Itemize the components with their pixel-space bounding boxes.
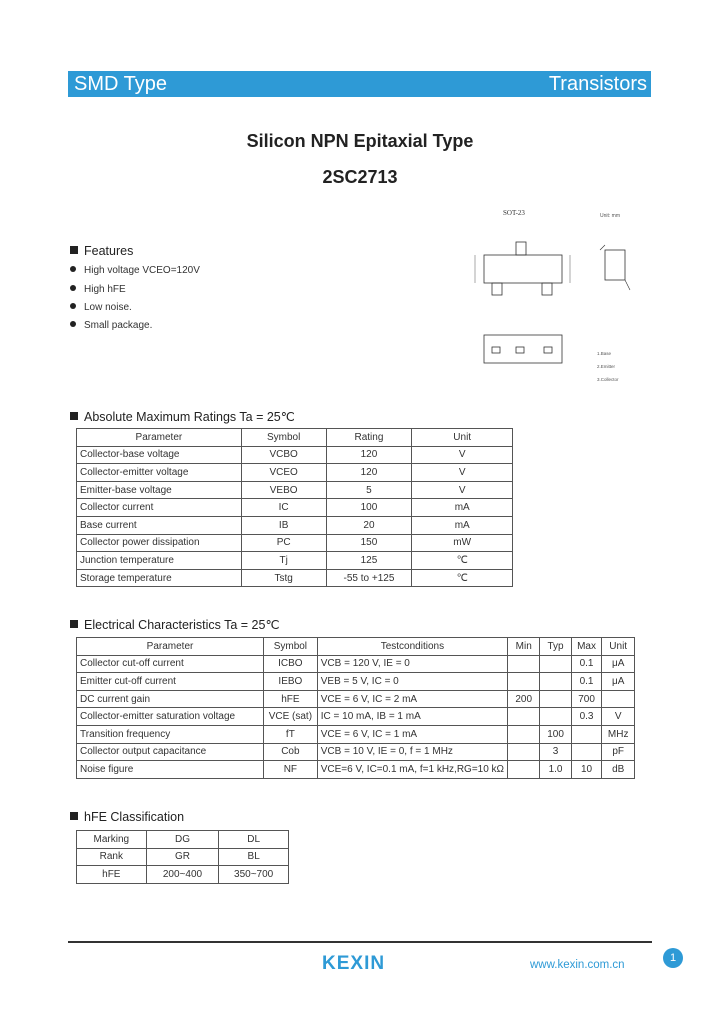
bullet-square-icon [70, 412, 78, 420]
table-row [77, 464, 513, 482]
hfe-heading: hFE Classification [70, 810, 184, 824]
header-left: SMD Type [74, 73, 167, 95]
table-row [77, 446, 513, 464]
elec-cell: IC = 10 mA, IB = 1 mA [317, 708, 507, 726]
electrical-table [76, 637, 635, 779]
abs-cell: PC [241, 534, 326, 552]
abs-cell: Collector power dissipation [77, 534, 242, 552]
elec-header-cell: Typ [540, 638, 571, 656]
table-row [77, 831, 289, 849]
hfe-cell: DG [146, 831, 219, 849]
elec-cell: pF [602, 743, 635, 761]
bullet-square-icon [70, 620, 78, 628]
elec-cell: Collector cut-off current [77, 655, 264, 673]
footer-line [68, 941, 652, 943]
table-row [77, 655, 635, 673]
doc-title: Silicon NPN Epitaxial Type [246, 131, 474, 151]
elec-cell: μA [602, 673, 635, 691]
elec-cell: 700 [571, 690, 602, 708]
abs-cell: 100 [326, 499, 412, 517]
abs-heading: Absolute Maximum Ratings Ta = 25℃ [70, 409, 295, 424]
elec-cell: hFE [264, 690, 318, 708]
elec-cell: NF [264, 761, 318, 779]
elec-header-cell: Min [508, 638, 540, 656]
elec-cell: μA [602, 655, 635, 673]
elec-cell: 1.0 [540, 761, 571, 779]
table-row [77, 481, 513, 499]
elec-cell: V [602, 708, 635, 726]
abs-cell: VCBO [241, 446, 326, 464]
elec-cell: IEBO [264, 673, 318, 691]
abs-cell: ℃ [412, 552, 513, 570]
table-row [77, 708, 635, 726]
abs-cell: Collector current [77, 499, 242, 517]
hfe-cell: 350~700 [219, 866, 289, 884]
abs-header-cell: Rating [326, 429, 412, 447]
elec-cell: 0.1 [571, 673, 602, 691]
elec-cell [508, 725, 540, 743]
bullet-square-icon [70, 246, 78, 254]
abs-cell: 125 [326, 552, 412, 570]
table-header-row [77, 638, 635, 656]
elec-cell: 0.3 [571, 708, 602, 726]
kexin-logo: KEXIN [322, 953, 386, 974]
table-row [77, 534, 513, 552]
hfe-classification-table [76, 830, 289, 884]
package-name: SOT-23 [503, 209, 525, 217]
part-number: 2SC2713 [322, 167, 398, 187]
elec-cell: VCE=6 V, IC=0.1 mA, f=1 kHz,RG=10 kΩ [317, 761, 507, 779]
elec-cell: ICBO [264, 655, 318, 673]
bullet-dot-icon [70, 321, 76, 327]
table-row [77, 761, 635, 779]
hfe-cell: GR [146, 848, 219, 866]
hfe-cell: BL [219, 848, 289, 866]
abs-cell: Tj [241, 552, 326, 570]
abs-cell: ℃ [412, 569, 513, 587]
table-row [77, 673, 635, 691]
abs-cell: 20 [326, 516, 412, 534]
abs-header-cell: Unit [412, 429, 513, 447]
elec-cell [508, 743, 540, 761]
abs-cell: Storage temperature [77, 569, 242, 587]
table-row [77, 866, 289, 884]
abs-cell: mW [412, 534, 513, 552]
pin-label-3: 3.Collector [597, 377, 619, 382]
feature-item: High voltage VCEO=120V [70, 265, 200, 276]
abs-cell: mA [412, 499, 513, 517]
header-right: Transistors [548, 73, 647, 95]
elec-cell: 10 [571, 761, 602, 779]
abs-cell: V [412, 481, 513, 499]
abs-cell: Collector-base voltage [77, 446, 242, 464]
elec-cell: 3 [540, 743, 571, 761]
elec-cell: dB [602, 761, 635, 779]
pin-label-1: 1.Base [597, 351, 612, 356]
hfe-cell: DL [219, 831, 289, 849]
elec-header-cell: Testconditions [317, 638, 507, 656]
table-row [77, 690, 635, 708]
elec-cell [508, 708, 540, 726]
elec-cell: VEB = 5 V, IC = 0 [317, 673, 507, 691]
bullet-dot-icon [70, 303, 76, 309]
elec-cell [540, 708, 571, 726]
abs-cell: -55 to +125 [326, 569, 412, 587]
elec-header-cell: Parameter [77, 638, 264, 656]
elec-cell: 0.1 [571, 655, 602, 673]
abs-cell: Junction temperature [77, 552, 242, 570]
elec-cell [540, 673, 571, 691]
abs-cell: IB [241, 516, 326, 534]
table-row [77, 725, 635, 743]
elec-cell [508, 655, 540, 673]
abs-cell: IC [241, 499, 326, 517]
features-heading: Features [70, 244, 133, 258]
abs-cell: 120 [326, 464, 412, 482]
elec-cell [571, 743, 602, 761]
hfe-cell: Marking [77, 831, 147, 849]
elec-cell: fT [264, 725, 318, 743]
feature-item: Low noise. [70, 302, 132, 313]
abs-cell: 5 [326, 481, 412, 499]
elec-cell [602, 690, 635, 708]
abs-cell: VEBO [241, 481, 326, 499]
bullet-dot-icon [70, 266, 76, 272]
elec-cell: VCB = 10 V, IE = 0, f = 1 MHz [317, 743, 507, 761]
elec-cell [508, 761, 540, 779]
table-row [77, 569, 513, 587]
elec-cell: VCB = 120 V, IE = 0 [317, 655, 507, 673]
abs-header-cell: Symbol [241, 429, 326, 447]
table-row [77, 516, 513, 534]
elec-cell: 200 [508, 690, 540, 708]
abs-cell: VCEO [241, 464, 326, 482]
table-row [77, 743, 635, 761]
table-header-row [77, 429, 513, 447]
bullet-dot-icon [70, 285, 76, 291]
elec-heading: Electrical Characteristics Ta = 25℃ [70, 617, 279, 632]
elec-header-cell: Max [571, 638, 602, 656]
abs-cell: V [412, 446, 513, 464]
feature-item: High hFE [70, 284, 126, 295]
abs-cell: mA [412, 516, 513, 534]
bullet-square-icon [70, 812, 78, 820]
table-row [77, 499, 513, 517]
elec-cell: Collector-emitter saturation voltage [77, 708, 264, 726]
package-drawing [470, 205, 642, 388]
table-row [77, 552, 513, 570]
abs-cell: V [412, 464, 513, 482]
elec-cell: Collector output capacitance [77, 743, 264, 761]
abs-cell: 150 [326, 534, 412, 552]
elec-cell [571, 725, 602, 743]
abs-ratings-table [76, 428, 513, 587]
abs-cell: Emitter-base voltage [77, 481, 242, 499]
abs-cell: Collector-emitter voltage [77, 464, 242, 482]
elec-cell: MHz [602, 725, 635, 743]
elec-header-cell: Unit [602, 638, 635, 656]
table-row [77, 848, 289, 866]
package-unit: Unit: mm [600, 213, 620, 219]
elec-cell: 100 [540, 725, 571, 743]
elec-cell: Cob [264, 743, 318, 761]
feature-item: Small package. [70, 320, 152, 331]
hfe-cell: Rank [77, 848, 147, 866]
abs-cell: Base current [77, 516, 242, 534]
abs-cell: Tstg [241, 569, 326, 587]
page-number: 1 [663, 948, 683, 968]
website-link[interactable]: www.kexin.com.cn [530, 959, 625, 971]
elec-cell: Noise figure [77, 761, 264, 779]
pin-label-2: 2.Emitter [597, 364, 616, 369]
elec-header-cell: Symbol [264, 638, 318, 656]
elec-cell [508, 673, 540, 691]
elec-cell: Transition frequency [77, 725, 264, 743]
elec-cell: Emitter cut-off current [77, 673, 264, 691]
elec-cell: VCE = 6 V, IC = 1 mA [317, 725, 507, 743]
elec-cell: VCE = 6 V, IC = 2 mA [317, 690, 507, 708]
elec-cell: VCE (sat) [264, 708, 318, 726]
abs-cell: 120 [326, 446, 412, 464]
header-bar [68, 71, 651, 97]
abs-header-cell: Parameter [77, 429, 242, 447]
hfe-cell: 200~400 [146, 866, 219, 884]
elec-cell [540, 655, 571, 673]
hfe-cell: hFE [77, 866, 147, 884]
elec-cell [540, 690, 571, 708]
elec-cell: DC current gain [77, 690, 264, 708]
